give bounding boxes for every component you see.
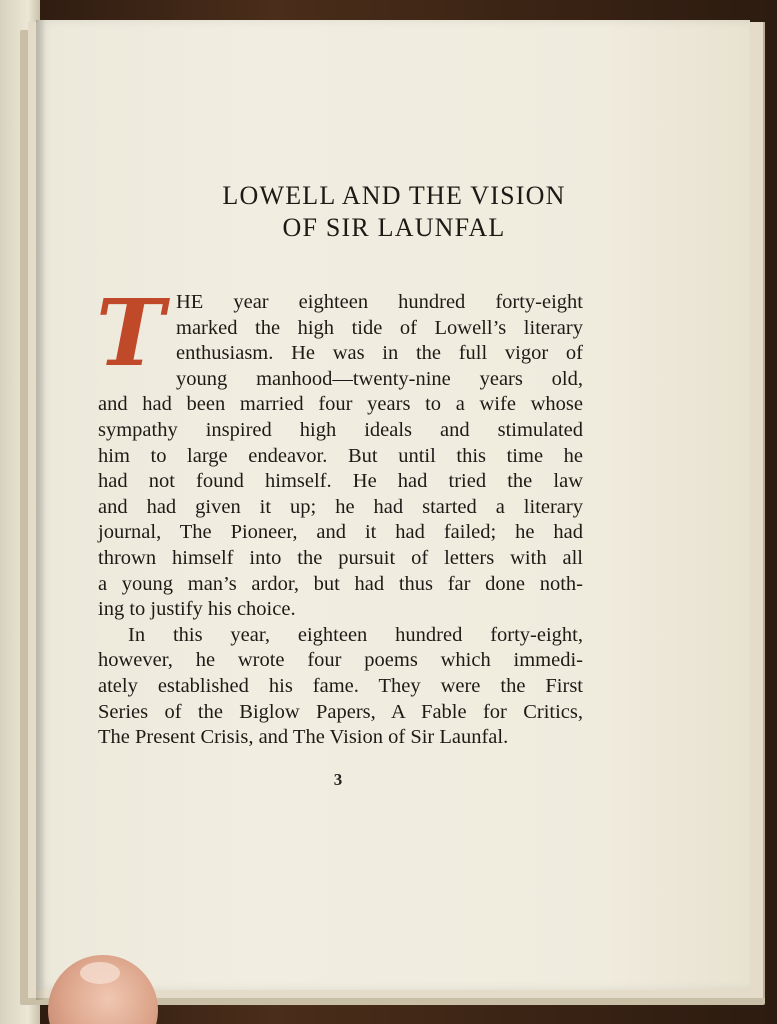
chapter-title-line-1: LOWELL AND THE VISION	[222, 181, 566, 210]
spine-shadow	[36, 20, 46, 1000]
text-line: a young man’s ardor, but had thus far done noth-	[98, 572, 583, 595]
text-line: Series of the Biglow Papers, A Fable for Critics,	[98, 700, 583, 723]
drop-cap	[96, 279, 168, 387]
text-line: marked the high tide of Lowell’s literary	[176, 316, 583, 339]
text-line: had not found himself. He had tried the law	[98, 470, 583, 493]
text-line: sympathy inspired high ideals and stimulated	[98, 418, 583, 441]
chapter-title-line-2: OF SIR LAUNFAL	[282, 213, 506, 242]
text-line: ing to justify his choice.	[98, 598, 296, 621]
text-line: HE year eighteen hundred forty-eight	[176, 291, 583, 313]
text-line: In this year, eighteen hundred forty-eight,	[128, 623, 583, 646]
text-line: ately established his fame. They were the First	[98, 674, 583, 697]
text-line: thrown himself into the pursuit of letters with all	[98, 546, 583, 569]
text-line: enthusiasm. He was in the full vigor of	[176, 342, 583, 365]
book-page	[38, 20, 750, 990]
text-line: however, he wrote four poems which immedi-	[98, 649, 583, 672]
text-line: him to large endeavor. But until this time he	[98, 444, 583, 467]
page-number: 3	[333, 770, 343, 789]
chapter-title	[38, 180, 750, 244]
drop-cap-letter: T	[96, 279, 165, 387]
text-line: and had been married four years to a wife whose	[98, 393, 583, 416]
text-line: young manhood—twenty-nine years old,	[176, 367, 583, 390]
text-line: The Present Crisis, and The Vision of Sir Launfal.	[98, 726, 509, 749]
thumbnail-highlight	[80, 962, 120, 984]
body-text	[96, 279, 583, 751]
text-line: journal, The Pioneer, and it had failed; he had	[98, 521, 583, 544]
text-line: and had given it up; he had started a literary	[98, 495, 583, 518]
